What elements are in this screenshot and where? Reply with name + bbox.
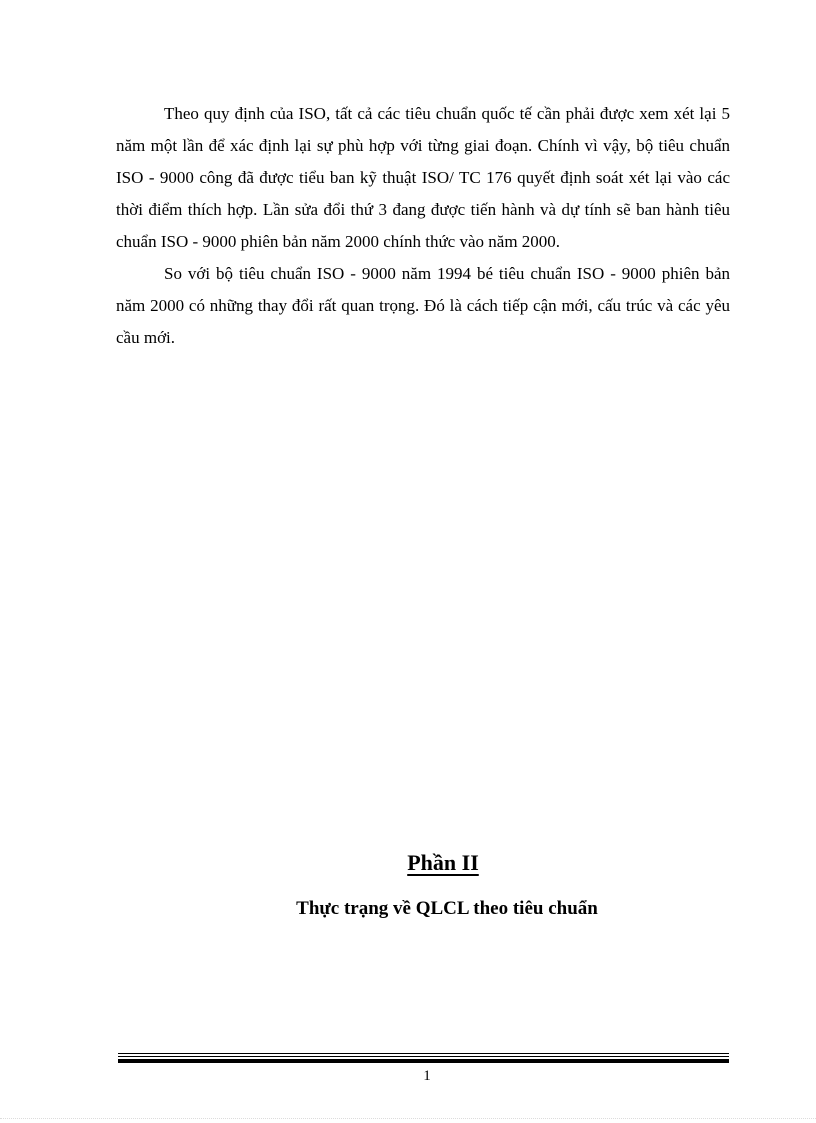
footer-rule-thin-top xyxy=(118,1053,729,1054)
part-subtitle: Thực trạng về QLCL theo tiêu chuẩn xyxy=(296,898,598,919)
paragraph-2: So với bộ tiêu chuẩn ISO - 9000 năm 1994 bé tiêu chuẩn ISO - 9000 phiên bản năm 2000 có những thay đổi rất quan trọng. Đó là cách tiếp cận mới, cấu trúc và các yêu cầu mới. xyxy=(116,264,730,347)
page-edge-dotted-line xyxy=(0,1118,816,1119)
footer-rule-thick xyxy=(118,1059,729,1063)
paragraph-1: Theo quy định của ISO, tất cả các tiêu chuẩn quốc tế cần phải được xem xét lại 5 năm một lần để xác định lại sự phù hợp với từng giai đoạn. Chính vì vậy, bộ tiêu chuẩn ISO - 9000 công đã được tiểu ban kỹ thuật ISO/ TC 176 quyết định soát xét lại vào các thời điểm thích hợp. Lần sửa đổi thứ 3 đang được tiến hành và dự tính sẽ ban hành tiêu chuẩn ISO - 9000 phiên bản năm 2000 chính thức vào năm 2000. xyxy=(116,104,730,251)
page-number: 1 xyxy=(423,1068,431,1084)
footer-rule-thin-middle xyxy=(118,1056,729,1057)
part-title xyxy=(140,850,754,876)
body-text xyxy=(116,98,730,354)
part-title-text: Phần II xyxy=(407,850,479,875)
